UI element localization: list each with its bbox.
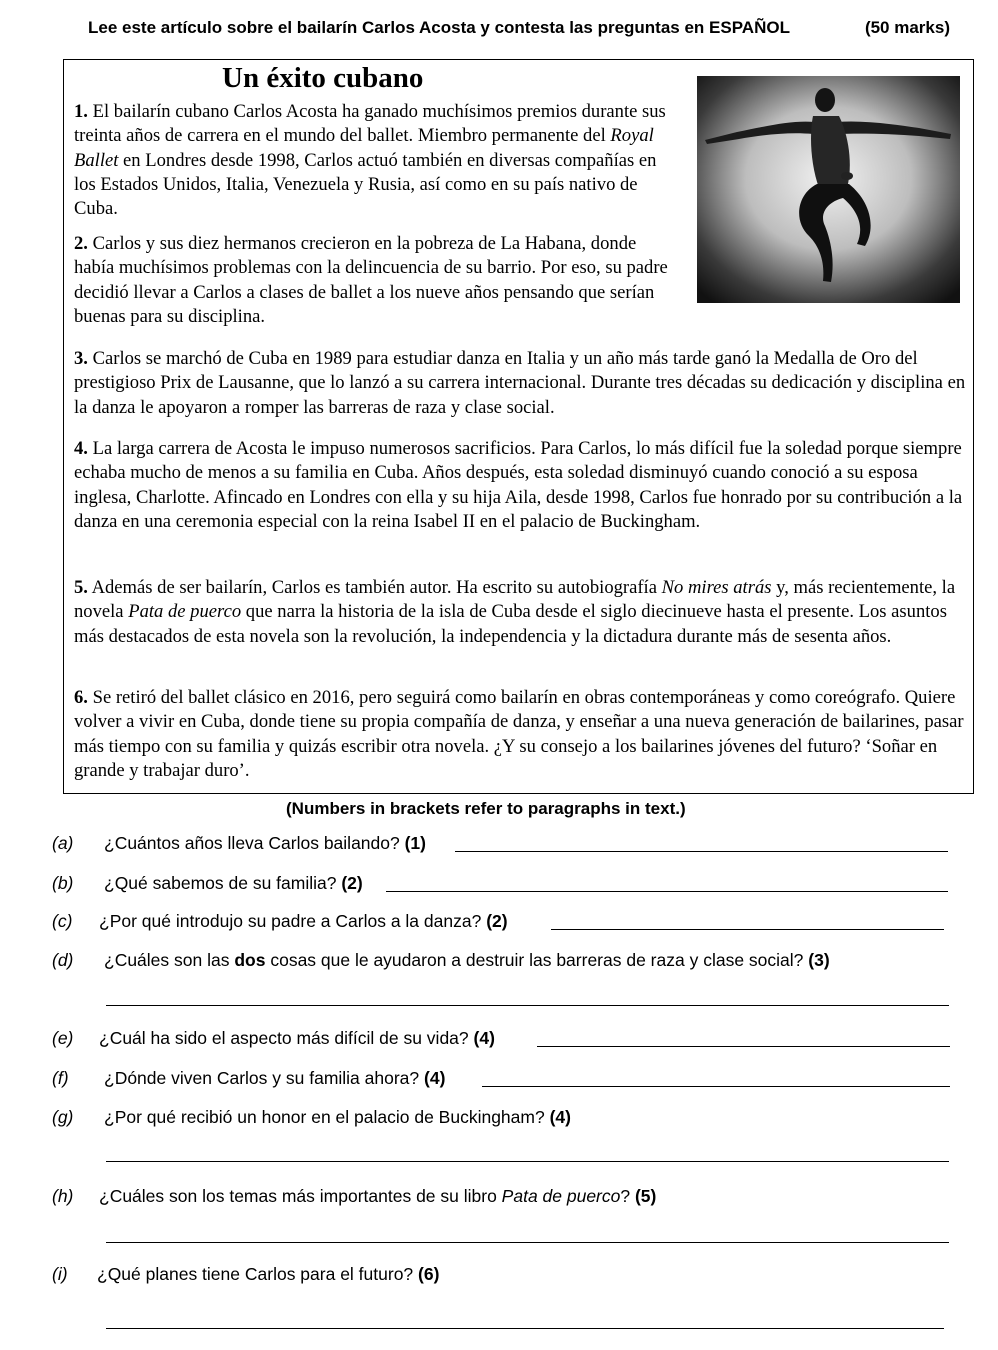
question-label: (i) <box>52 1264 68 1284</box>
total-marks: (50 marks) <box>864 18 950 37</box>
answer-line-d[interactable] <box>106 1005 949 1006</box>
answer-line-c[interactable] <box>551 929 944 930</box>
instruction-text: Lee este artículo sobre el bailarín Carlos Acosta y contesta las preguntas en ESPAÑOL <box>88 18 790 37</box>
question-label: (c) <box>52 911 73 931</box>
paragraph-number: 1. <box>74 101 88 122</box>
answer-line-b[interactable] <box>386 891 948 892</box>
paragraph-6: 6. Se retiró del ballet clásico en 2016, pero seguirá como bailarín en obras contemporáneas y como coreógrafo. Quiere volver a vivir en Cuba, donde tiene su propia compañía de danza, y enseñar a una nueva generación de bailarines, pasar más tiempo con su familia y quizás escribir otra novela. ¿Y su consejo a los bailarines jóvenes del futuro? ‘Soñar en grande y trabajar duro’. <box>74 687 964 781</box>
answer-line-a[interactable] <box>455 851 948 852</box>
question-label: (g) <box>52 1107 74 1127</box>
paragraph-4: 4. La larga carrera de Acosta le impuso numerosos sacrificios. Para Carlos, lo más difícil fue la soledad porque siempre echaba mucho de menos a su familia en Cuba. Años después, esta soledad disminuyó cuando conoció a su esposa inglesa, Charlotte. Afincado en Londres con ella y su hija Aila, desde 1998, Carlos fue honrado por su contribución a la danza en una ceremonia especial con la reina Isabel II en el palacio de Buckingham. <box>74 438 963 532</box>
paragraph-number: 4. <box>74 438 88 459</box>
question-label: (b) <box>52 873 74 893</box>
paragraph-1: 1. El bailarín cubano Carlos Acosta ha ganado muchísimos premios durante sus treinta años de carrera en el mundo del ballet. Miembro permanente del Royal Ballet en Londres desde 1998, Carlos actuó también en diversas compañías en los Estados Unidos, Italia, Venezuela y Rusia, así como en su país nativo de Cuba. <box>74 101 666 220</box>
paragraph-5: 5. Además de ser bailarín, Carlos es también autor. Ha escrito su autobiografía No mires atrás y, más recientemente, la novela Pata de puerco que narra la historia de la isla de Cuba desde el siglo diecinueve hasta el presente. Los asuntos más destacados de esta novela son la revolución, la independencia y la dictadura durante más de sesenta años. <box>74 577 956 647</box>
question-label: (h) <box>52 1186 74 1206</box>
answer-line-h[interactable] <box>106 1242 949 1243</box>
article-box <box>63 59 974 794</box>
answer-line-e[interactable] <box>537 1046 950 1047</box>
paragraph-2: 2. Carlos y sus diez hermanos crecieron en la pobreza de La Habana, donde había muchísimos problemas con la delincuencia de su barrio. Por eso, su padre decidió llevar a Carlos a clases de ballet a los nueve años pensando que serían buenas para su disciplina. <box>74 233 668 327</box>
answer-line-f[interactable] <box>482 1086 950 1087</box>
paragraph-reference-note: (Numbers in brackets refer to paragraphs in text.) <box>286 799 686 818</box>
instruction-header <box>88 18 958 38</box>
article-title: Un éxito cubano <box>222 62 424 94</box>
paragraph-number: 3. <box>74 348 88 369</box>
dancer-photo-icon <box>697 76 960 303</box>
paragraph-number: 6. <box>74 687 88 708</box>
paragraph-number: 5. <box>74 577 88 598</box>
question-label: (e) <box>52 1028 74 1048</box>
paragraph-3: 3. Carlos se marchó de Cuba en 1989 para estudiar danza en Italia y un año más tarde ganó la Medalla de Oro del prestigioso Prix de Lausanne, que lo lanzó a su carrera internacional. Durante tres décadas su dedicación y disciplina en la danza le apoyaron a romper las barreras de raza y clase social. <box>74 348 966 418</box>
question-label: (a) <box>52 833 74 853</box>
answer-line-g[interactable] <box>106 1161 949 1162</box>
question-label: (d) <box>52 950 74 970</box>
answer-line-i[interactable] <box>106 1328 944 1329</box>
question-label: (f) <box>52 1068 69 1088</box>
paragraph-number: 2. <box>74 233 88 254</box>
